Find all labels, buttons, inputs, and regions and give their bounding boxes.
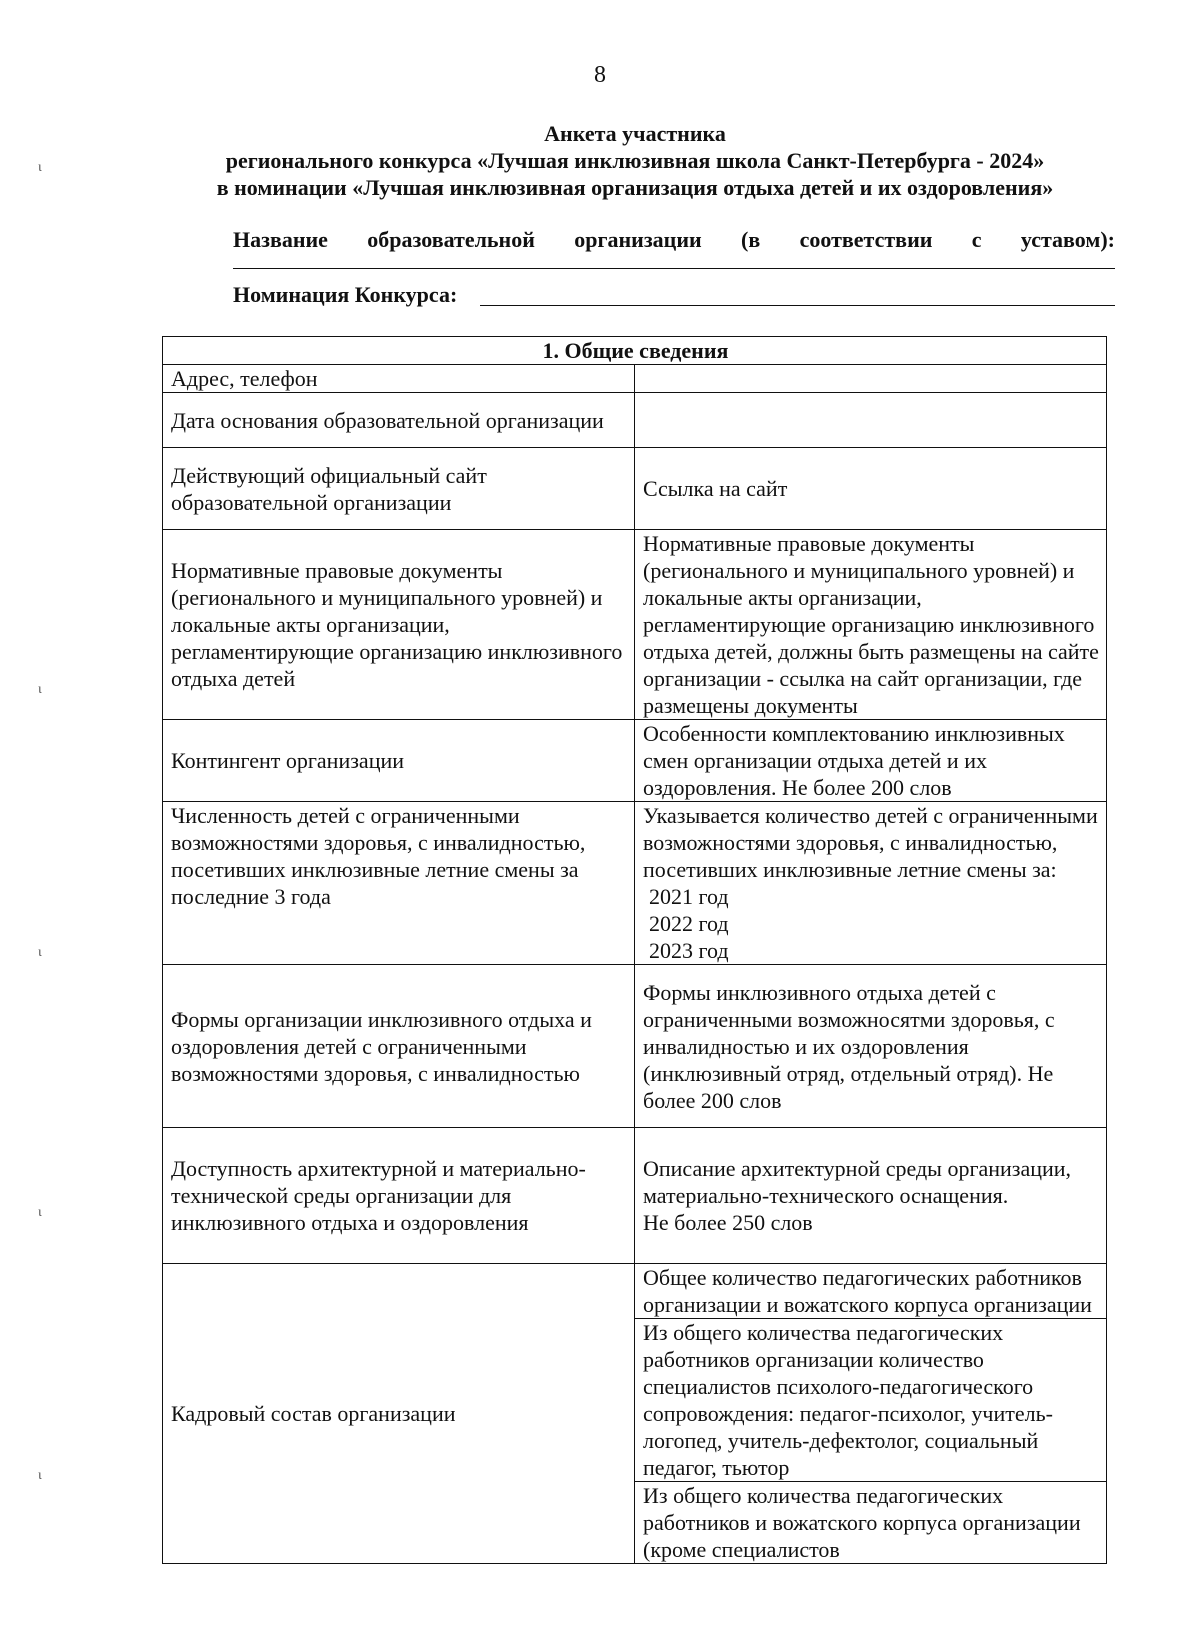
row-value-address[interactable]	[635, 365, 1107, 393]
row-value-regulations[interactable]: Нормативные правовые документы (регионального и муниципального уровней) и локальные акты организации, регламентирующие организацию инклюзивного отдыха детей, должны быть размещены на сайте организации - ссылка на сайт организации, где размещены документы	[635, 530, 1107, 720]
org-name-blank-line[interactable]	[233, 268, 1115, 269]
table-row	[163, 393, 1107, 448]
accessibility-word-limit: Не более 250 слов	[643, 1210, 813, 1235]
scan-mark: ι	[38, 682, 42, 697]
year-2023: 2023 год	[649, 938, 729, 963]
org-name-label: Название образовательной организации (в соответствии с уставом):	[233, 227, 1115, 252]
row-label-children-count: Численность детей с ограниченными возможностями здоровья, с инвалидностью, посетивших инклюзивные летние смены за последние 3 года	[163, 802, 635, 965]
table-row	[163, 530, 1107, 720]
row-label-staff: Кадровый состав организации	[163, 1264, 635, 1564]
row-value-contingent[interactable]: Особенности комплектованию инклюзивных смен организации отдыха детей и их оздоровления. Не более 200 слов	[635, 720, 1107, 802]
section-title: 1. Общие сведения	[163, 337, 1107, 365]
table-row	[163, 802, 1107, 965]
heading-line-2: регионального конкурса «Лучшая инклюзивная школа Санкт-Петербурга - 2024»	[225, 148, 1045, 173]
row-value-staff-other[interactable]: Из общего количества педагогических работников и вожатского корпуса организации (кроме специалистов	[635, 1482, 1107, 1564]
table-row	[163, 965, 1107, 1128]
row-label-accessibility: Доступность архитектурной и материально-технической среды организации для инклюзивного отдыха и оздоровления	[163, 1128, 635, 1264]
heading-line-1: Анкета участника	[544, 121, 726, 146]
scan-mark: ι	[38, 1205, 42, 1220]
row-label-contingent: Контингент организации	[163, 720, 635, 802]
row-value-accessibility[interactable]	[635, 1128, 1107, 1264]
year-2022: 2022 год	[649, 911, 729, 936]
scan-mark: ι	[38, 160, 42, 175]
year-2021: 2021 год	[649, 884, 729, 909]
page-number: 8	[594, 62, 606, 88]
row-label-website: Действующий официальный сайт образовательной организации	[163, 448, 635, 530]
form-heading	[150, 120, 1120, 201]
table-row	[163, 448, 1107, 530]
nomination-label: Номинация Конкурса:	[233, 282, 458, 307]
table-row	[163, 1128, 1107, 1264]
table-row	[163, 1264, 1107, 1319]
accessibility-description: Описание архитектурной среды организации, материально-технического оснащения.	[643, 1156, 1072, 1208]
row-label-forms: Формы организации инклюзивного отдыха и оздоровления детей с ограниченными возможностями здоровья, с инвалидностью	[163, 965, 635, 1128]
general-info-table	[162, 336, 1107, 1564]
table-row	[163, 365, 1107, 393]
row-value-children-count[interactable]	[635, 802, 1107, 965]
heading-line-3: в номинации «Лучшая инклюзивная организация отдыха детей и их оздоровления»	[216, 175, 1054, 200]
table-section-header	[163, 337, 1107, 365]
row-value-forms[interactable]: Формы инклюзивного отдыха детей с ограниченными возможносятми здоровья, с инвалидностью и их оздоровления (инклюзивный отряд, отдельный отряд). Не более 200 слов	[635, 965, 1107, 1128]
nomination-blank-line[interactable]	[480, 305, 1115, 306]
row-value-founding-date[interactable]	[635, 393, 1107, 448]
row-label-founding-date: Дата основания образовательной организации	[163, 393, 635, 448]
children-count-description: Указывается количество детей с ограниченными возможностями здоровья, с инвалидностью, посетивших инклюзивные летние смены за:	[643, 803, 1098, 882]
row-value-staff-total[interactable]: Общее количество педагогических работников организации и вожатского корпуса организации	[635, 1264, 1107, 1319]
row-value-staff-specialists[interactable]: Из общего количества педагогических работников организации количество специалистов психолого-педагогического сопровождения: педагог-психолог, учитель-логопед, учитель-дефектолог, социальный педагог, тьютор	[635, 1319, 1107, 1482]
row-label-address: Адрес, телефон	[163, 365, 635, 393]
table-row	[163, 720, 1107, 802]
scan-mark: ι	[38, 1468, 42, 1483]
row-value-website[interactable]: Ссылка на сайт	[635, 448, 1107, 530]
scan-mark: ι	[38, 945, 42, 960]
row-label-regulations: Нормативные правовые документы (регионального и муниципального уровней) и локальные акты организации, регламентирующие организацию инклюзивного отдыха детей	[163, 530, 635, 720]
